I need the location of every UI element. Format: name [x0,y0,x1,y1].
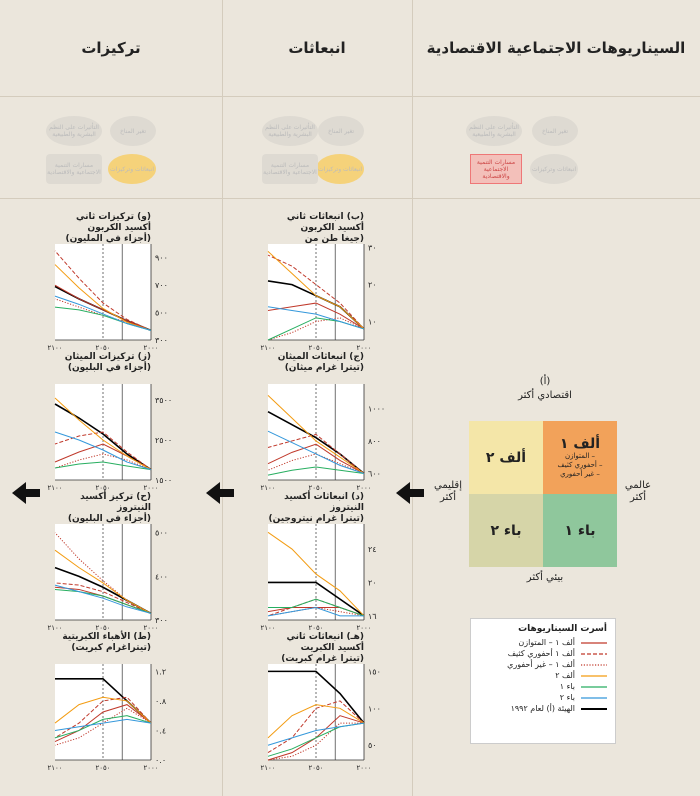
x-tick-label: ٢١٠٠ [260,764,276,772]
matrix-bottom-label: بيئي أكثر [526,572,564,583]
legend-item-label: باء ١ [559,682,575,691]
x-tick-label: ٢٠٥٠ [308,764,324,772]
arrow-left-icon [206,482,234,504]
y-tick-label: ٠.٠ [155,756,167,765]
legend-swatch [581,641,607,645]
concentrations-header: تركيزات [0,0,222,97]
legend-swatch [581,652,607,656]
matrix-top-index: (أ) [539,376,551,387]
y-tick-label: ١.٢ [155,667,167,677]
y-tick-label: ٥٠٠ [155,528,168,538]
x-tick-label: ٢٠٥٠ [95,764,111,772]
y-tick-label: ١٥٠٠ [155,476,173,485]
chart-title-line: (أجزاء في البليون) [67,514,151,524]
quadrant-b2: باء ٢ [469,494,543,567]
quadrant-a1-label: ألف ١ [559,436,601,452]
scenario-matrix [469,421,617,567]
bubble-development: مسارات التنمية الاجتماعية والاقتصادية [46,154,102,184]
x-tick-label: ٢٠٥٠ [95,624,111,632]
quadrant-b1: باء ١ [543,494,617,567]
bubble-emissions-highlight: انبعاثات وتركيزات [108,154,156,184]
y-tick-label: ١٠٠ [368,704,381,714]
legend-item [471,659,615,670]
legend-item-label: الهيئة (أ) لعام ١٩٩٢ [510,704,575,713]
legend-swatch [581,663,607,667]
quadrant-a1-sub-3: – غير أحفوري [560,470,600,478]
y-tick-label: ١٠ [368,317,377,327]
y-tick-label: ١٠٠٠ [368,404,386,414]
matrix-right-label: عالمي أكثر [624,480,652,503]
x-tick-label: ٢٠٠٠ [356,624,372,632]
chart-svg [260,492,408,642]
emissions-header: انبعاثات [222,0,412,97]
bubble-emissions: انبعاثات وتركيزات [530,154,578,184]
bubble-impacts: التأثيرات على النظم البشرية والطبيعية [262,116,318,146]
x-tick-label: ٢١٠٠ [260,484,276,492]
bubble-impacts: التأثيرات على النظم البشرية والطبيعية [466,116,522,146]
bubble-climate: تغير المناخ [110,116,156,146]
x-tick-label: ٢٠٠٠ [356,764,372,772]
chart-title-line: (هـ) انبعاثات ثاني أكسيد الكبريت [286,632,364,653]
x-tick-label: ٢٠٥٠ [308,344,324,352]
y-tick-label: ١٥٠ [368,667,381,677]
bubble-emissions-highlight: انبعاثات وتركيزات [316,154,364,184]
chart-panel-t [47,632,195,782]
chart-title-line: (ب) انبعاثات ثاني أكسيد الكربون [286,212,364,233]
y-tick-label: ٧٠٠ [155,281,168,291]
y-tick-label: ٣٠٠ [155,336,168,345]
x-tick-label: ٢٠٠٠ [143,624,159,632]
column-divider [222,0,223,796]
x-tick-label: ٢٠٥٠ [308,624,324,632]
chart-title-line: (تيترا غرام ميثان) [284,363,364,373]
chart-panel-w [47,212,195,362]
column-divider [412,0,413,796]
x-tick-label: ٢١٠٠ [47,764,63,772]
chart-title-line: (ح) تركيز أكسيد النيتروز [80,492,151,513]
x-tick-label: ٢١٠٠ [260,344,276,352]
x-tick-label: ٢٠٠٠ [143,344,159,352]
chart-svg [260,632,408,782]
bubble-impacts: التأثيرات على النظم البشرية والطبيعية [46,116,102,146]
x-tick-label: ٢٠٠٠ [143,764,159,772]
y-tick-label: ٢٤ [368,545,377,555]
chart-title-line: (أجزاء في المليون) [65,234,151,244]
chart-svg [47,212,195,362]
legend-swatch [581,685,607,689]
quadrant-a1-sub-2: – أحفوري كثيف [557,461,603,469]
y-tick-label: ٢٥٠٠ [155,436,173,445]
bubble-climate: تغير المناخ [532,116,578,146]
x-tick-label: ٢١٠٠ [260,624,276,632]
legend-swatch [581,707,607,711]
quadrant-a1-sub-1: – المتوازن [564,452,596,460]
legend-item-label: ألف ٢ [555,671,575,680]
legend-item-label: ألف ١ – المتوازن [518,638,575,647]
chart-title-line: (تيترا غرام كبريت) [281,654,364,664]
chart-panel-z [47,352,195,502]
quadrant-a1 [543,421,617,494]
legend-item [471,648,615,659]
chart-panel-b [260,212,408,362]
legend-item [471,670,615,681]
chart-title-line: (جيغا طن من [304,234,364,244]
chart-svg [260,352,408,502]
y-tick-label: ٣٠ [368,243,377,253]
y-tick-label: ٣٠٠ [155,616,168,625]
chart-title-line: (أجزاء في البليون) [67,363,151,373]
chart-title-line: (و) تركيزات ثاني أكسيد الكربون [76,212,151,233]
chart-svg [260,212,408,362]
x-tick-label: ٢٠٠٠ [356,344,372,352]
legend [470,618,616,744]
matrix-top-label: اقتصادي أكثر [518,390,572,401]
x-tick-label: ٢٠٠٠ [143,484,159,492]
y-tick-label: ٨٠٠ [368,436,381,446]
chart-title-line: (د) انبعاثات أكسيد النيتروز [284,492,364,513]
y-tick-label: ٥٠ [368,741,377,751]
chart-title-line: (ز) تركيزات الميثان [64,352,151,362]
legend-item [471,637,615,648]
y-tick-label: ١٦ [368,611,377,621]
chart-title-line: (ط) الأهباء الكبريتية [62,632,151,642]
y-tick-label: ٥٠٠ [155,308,168,318]
chart-panel-j [260,352,408,502]
y-tick-label: ٢٠ [368,578,377,588]
x-tick-label: ٢١٠٠ [47,484,63,492]
legend-item [471,681,615,692]
x-tick-label: ٢٠٥٠ [308,484,324,492]
y-tick-label: ٤٠٠ [155,572,168,582]
legend-swatch [581,674,607,678]
bubble-climate: تغير المناخ [318,116,364,146]
arrow-left-icon [12,482,40,504]
legend-swatch [581,696,607,700]
scenarios-header: السيناريوهات الاجتماعية الاقتصادية [412,0,700,97]
chart-title-line: (تيتراغرام كبريت) [71,643,151,653]
chart-title-line: (ج) انبعاثات الميثان [277,352,364,362]
chart-svg [47,492,195,642]
legend-items [471,637,615,714]
chart-panel-h2 [47,492,195,642]
y-tick-label: ٠.٨ [155,696,167,706]
x-tick-label: ٢٠٠٠ [356,484,372,492]
legend-item-label: ألف ١ أحفوري كثيف [507,649,575,658]
highlight-development: مسارات التنمية الاجتماعية والاقتصادية [470,154,522,184]
x-tick-label: ٢١٠٠ [47,344,63,352]
y-tick-label: ٣٥٠٠ [155,396,173,405]
bubble-development: مسارات التنمية الاجتماعية والاقتصادية [262,154,318,184]
chart-svg [47,352,195,502]
chart-title-line: (تيترا غرام نيتروجين) [268,514,364,524]
quadrant-a2: ألف ٢ [469,421,543,494]
y-tick-label: ٦٠٠ [368,469,381,479]
chart-panel-h [260,632,408,782]
legend-item-label: ألف ١ – غير أحفوري [507,660,575,669]
chart-svg [47,632,195,782]
legend-item-label: باء ٢ [559,693,575,702]
x-tick-label: ٢٠٥٠ [95,344,111,352]
legend-title: أسرت السيناريوهات [518,624,607,634]
legend-item [471,692,615,703]
x-tick-label: ٢١٠٠ [47,624,63,632]
y-tick-label: ٩٠٠ [155,253,168,263]
x-tick-label: ٢٠٥٠ [95,484,111,492]
y-tick-label: ٠.٤ [155,726,167,736]
y-tick-label: ٢٠ [368,280,377,290]
chart-panel-d [260,492,408,642]
matrix-left-label: إقليمي أكثر [433,480,462,503]
row-divider [0,198,700,199]
legend-item [471,703,615,714]
